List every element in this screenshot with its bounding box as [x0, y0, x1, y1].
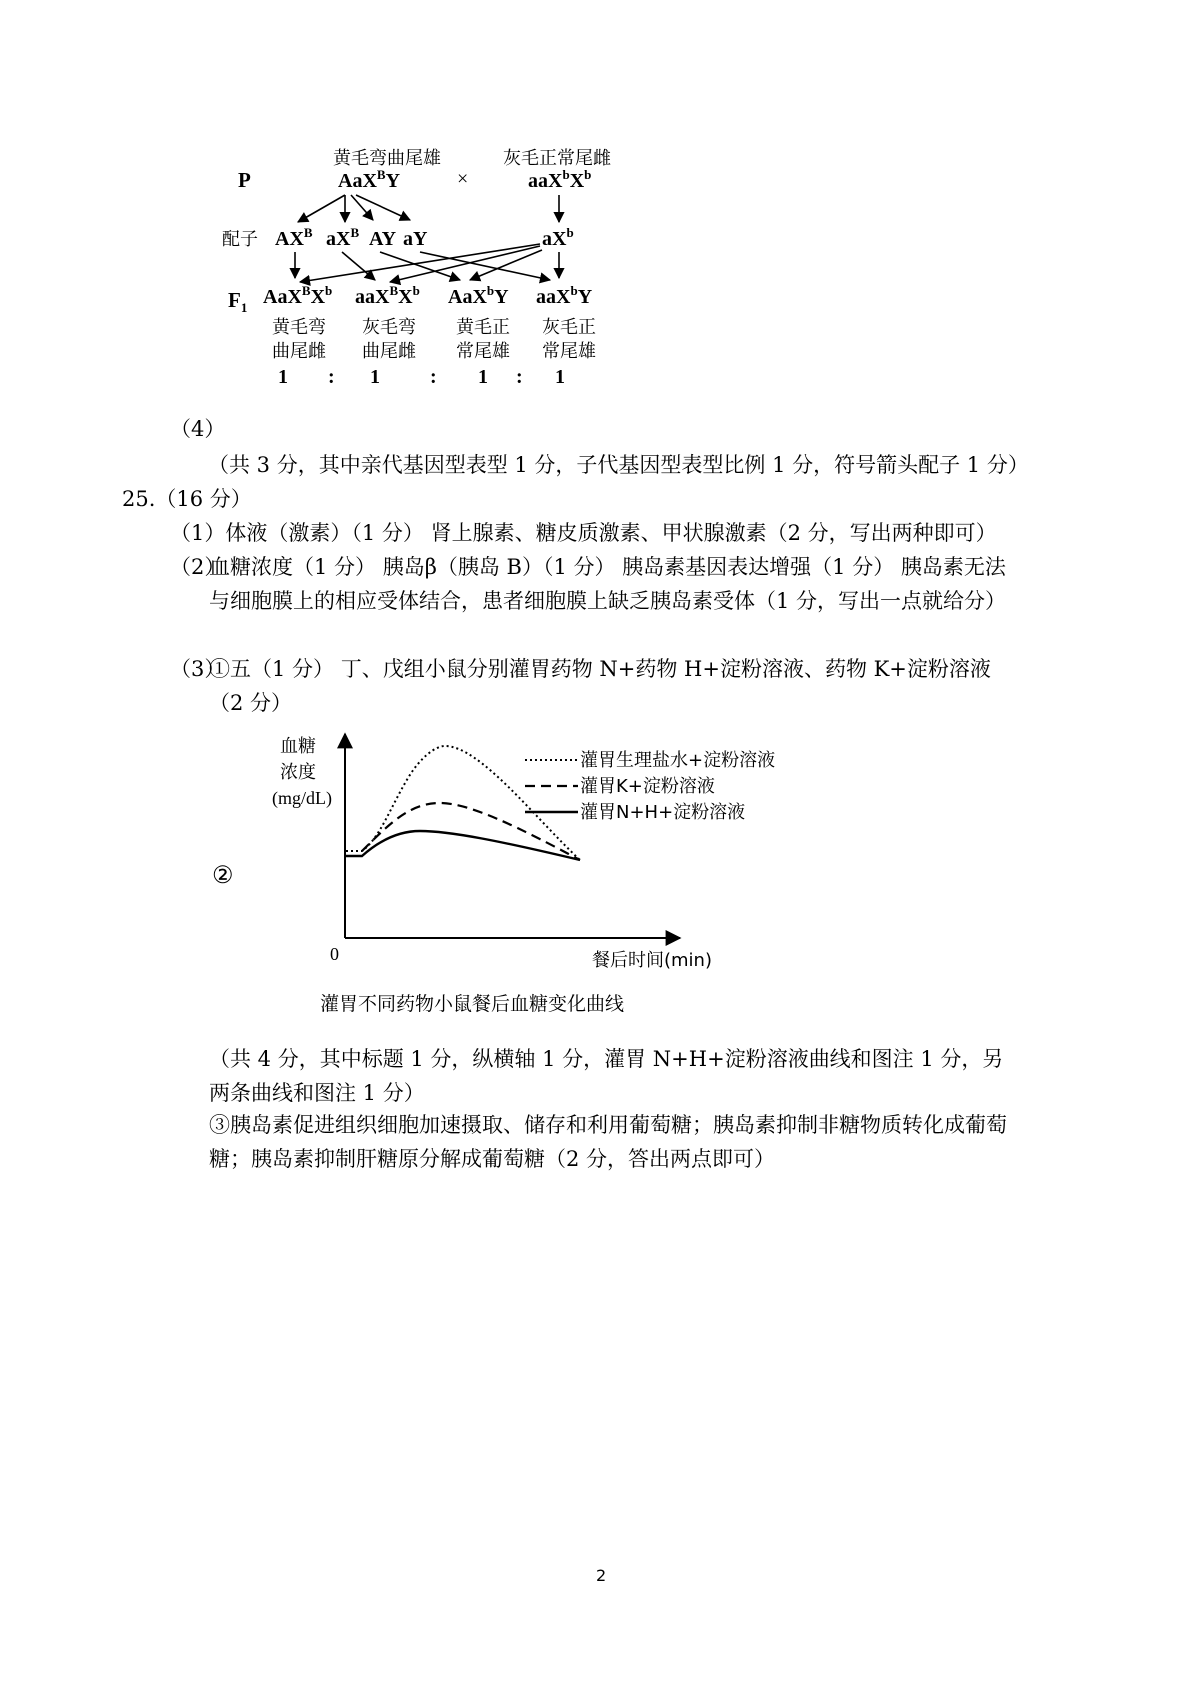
- chart-title: 灌胃不同药物小鼠餐后血糖变化曲线: [320, 993, 625, 1015]
- q25-part2-label: （2）: [170, 555, 226, 579]
- offspring-phenotype: 曲尾雌: [362, 341, 416, 361]
- ratio-value: 1: [278, 366, 288, 388]
- legend-label: 灌胃生理盐水+淀粉溶液: [580, 750, 776, 771]
- ratio-value: 1: [370, 366, 380, 388]
- f1-generation-label: $F_1$: [228, 288, 248, 315]
- offspring-phenotype: 黄毛弯: [272, 317, 326, 337]
- q25-heading: 25.（16 分）: [122, 487, 252, 511]
- q25-part1: （1）体液（激素）（1 分） 肾上腺素、糖皮质激素、甲状腺激素（2 分，写出两种即可）: [170, 521, 997, 545]
- ratio-value: 1: [555, 366, 565, 388]
- y-axis-label: 血糖: [280, 736, 316, 757]
- female-parent-genotype: $aaX^bX^b$: [528, 167, 592, 192]
- female-gamete: $aX^b$: [542, 225, 574, 250]
- curve-nh-solid: [346, 831, 580, 860]
- offspring-phenotype: 常尾雄: [456, 341, 510, 361]
- p-generation-label: P: [238, 168, 251, 192]
- offspring-phenotype: 曲尾雌: [272, 341, 326, 361]
- offspring-genotype: $AaX^BX^b$: [263, 283, 333, 308]
- cross-symbol: ×: [457, 168, 469, 190]
- q25-part3-3: ③胰岛素促进组织细胞加速摄取、储存和利用葡萄糖；胰岛素抑制非糖物质转化成葡萄糖；胰岛素抑制肝糖原分解成葡萄糖（2 分，答出两点即可）: [209, 1113, 1007, 1171]
- offspring-genotype: aaX$^b$Y: [536, 283, 593, 308]
- q25-part2: 血糖浓度（1 分） 胰岛β（胰岛 B）（1 分） 胰岛素基因表达增强（1 分） 胰岛素无法与细胞膜上的相应受体结合，患者细胞膜上缺乏胰岛素受体（1 分，写出一点就给分）: [209, 555, 1007, 613]
- ratio-value: 1: [478, 366, 488, 388]
- male-parent-phenotype: 黄毛弯曲尾雄: [333, 148, 441, 168]
- female-parent-phenotype: 灰毛正常尾雌: [503, 148, 611, 168]
- offspring-genotype: AaX$^b$Y: [448, 283, 509, 308]
- male-gamete: aY: [403, 228, 428, 250]
- ratio-separator: :: [430, 366, 437, 388]
- genetic-cross-diagram: [220, 140, 690, 420]
- male-gamete: $AX^B$: [275, 225, 313, 250]
- legend-label: 灌胃K+淀粉溶液: [580, 776, 715, 797]
- x-axis-label: 餐后时间(min): [592, 950, 712, 971]
- q4-scoring-note: （共 3 分，其中亲代基因型表型 1 分，子代基因型表型比例 1 分，符号箭头配子 1 分）: [208, 453, 1029, 477]
- q4-label: （4）: [170, 417, 226, 441]
- male-gamete: $aX^B$: [326, 225, 360, 250]
- q25-part3-label: （3）: [170, 657, 226, 681]
- offspring-phenotype: 灰毛正: [542, 317, 596, 337]
- offspring-genotype: $aaX^BX^b$: [355, 283, 420, 308]
- male-gamete: AY: [369, 228, 397, 250]
- ratio-separator: :: [328, 366, 335, 388]
- page-number: 2: [596, 1566, 607, 1585]
- offspring-phenotype: 黄毛正: [456, 317, 510, 337]
- ratio-separator: :: [516, 366, 523, 388]
- q25-part3-2-marker: ②: [212, 861, 234, 889]
- legend-label: 灌胃N+H+淀粉溶液: [580, 802, 746, 823]
- offspring-phenotype: 常尾雄: [542, 341, 596, 361]
- blood-glucose-chart: [250, 728, 850, 1028]
- q25-part3-1: ①五（1 分） 丁、戊组小鼠分别灌胃药物 N+药物 H+淀粉溶液、药物 K+淀粉溶液（2 分）: [209, 657, 991, 715]
- gamete-label: 配子: [222, 229, 258, 249]
- offspring-phenotype: 灰毛弯: [362, 317, 416, 337]
- y-axis-label: 浓度: [280, 762, 316, 783]
- male-parent-genotype: AaX$^B$Y: [338, 167, 401, 192]
- q25-part3-2-scoring-note: （共 4 分，其中标题 1 分，纵横轴 1 分，灌胃 N+H+淀粉溶液曲线和图注 1 分，另两条曲线和图注 1 分）: [209, 1047, 1004, 1105]
- origin-label: 0: [330, 944, 339, 964]
- y-axis-label: (mg/dL): [272, 788, 332, 808]
